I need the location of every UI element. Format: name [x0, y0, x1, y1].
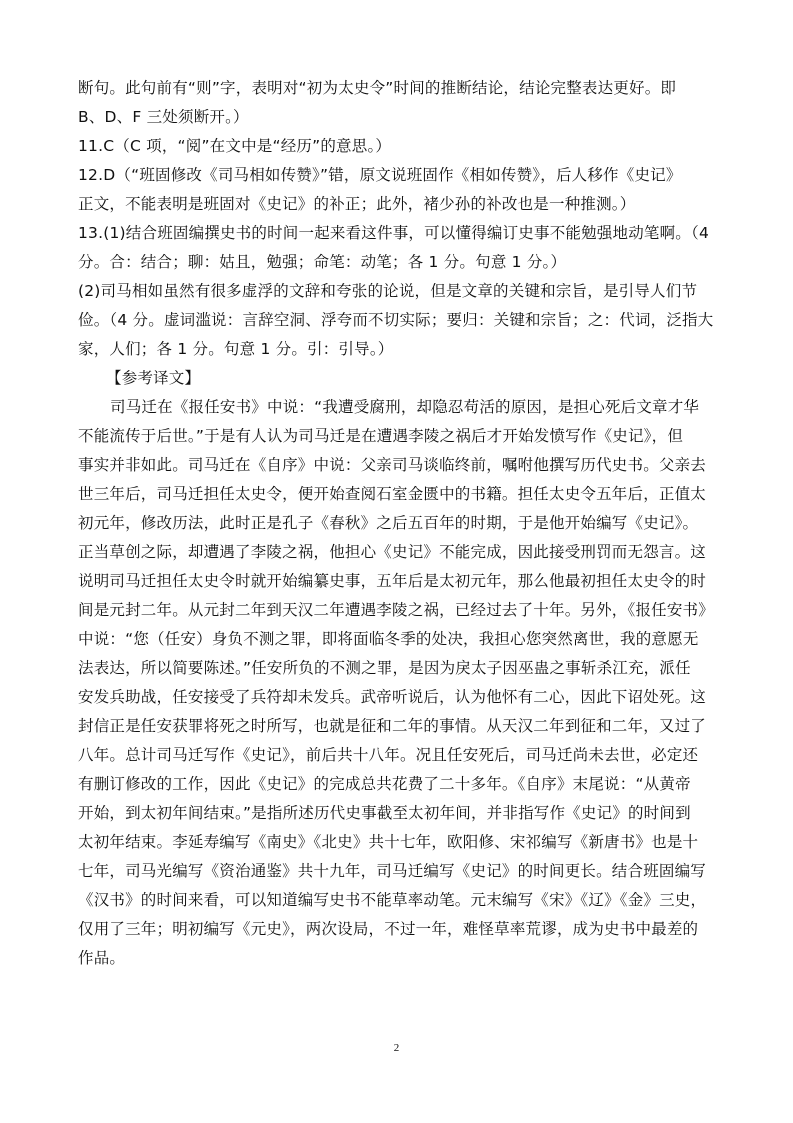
translation-line: 司马迁在《报任安书》中说：“我遭受腐刑，却隐忍苟活的原因，是担心死后文章才华 [110, 398, 700, 416]
answer-line: 13.(1)结合班固编撰史书的时间一起来看这件事，可以懂得编订史事不能勉强地动笔啊。（4 [78, 224, 710, 242]
answer-line: 12.D（“班固修改《司马相如传赞》”错，原文说班固作《相如传赞》，后人移作《史记》 [78, 166, 682, 184]
translation-line: 间是元封二年。从元封二年到天汉二年遭遇李陵之祸，已经过去了十年。另外，《报任安书》 [78, 601, 714, 619]
translation-section [78, 393, 718, 973]
answer-line: 正文，不能表明是班固对《史记》的补正；此外，褚少孙的补改也是一种推测。） [78, 195, 636, 213]
translation-line: 中说：“您（任安）身负不测之罪，即将面临冬季的处决，我担心您突然离世，我的意愿无 [78, 630, 699, 648]
translation-line: 八年。总计司马迁写作《史记》，前后共十八年。况且任安死后，司马迁尚未去世，必定还 [78, 746, 699, 764]
answer-line: 断句。此句前有“则”字，表明对“初为太史令”时间的推断结论，结论完整表达更好。即 [78, 79, 677, 97]
translation-line: 有删订修改的工作，因此《史记》的完成总共花费了二十多年。《自序》末尾说：“从黄帝 [78, 775, 691, 793]
translation-line: 法表达，所以简要陈述。”任安所负的不测之罪，是因为戾太子因巫蛊之事斩杀江充，派任 [78, 659, 691, 677]
translation-line: 七年，司马光编写《资治通鉴》共十九年，司马迁编写《史记》的时间更长。结合班固编写 [78, 862, 707, 880]
translation-line: 作品。 [78, 949, 126, 967]
answer-line: 分。合：结合；聊：姑且，勉强；命笔：动笔；各 1 分。句意 1 分。） [78, 253, 567, 271]
translation-line: 仅用了三年；明初编写《元史》，两次设局，不过一年，难怪草率荒谬，成为史书中最差的 [78, 920, 699, 938]
answer-line: (2)司马相如虽然有很多虚浮的文辞和夸张的论说，但是文章的关键和宗旨，是引导人们节 [78, 282, 698, 300]
translation-line: 不能流传于后世。”于是有人认为司马迁是在遭遇李陵之祸后才开始发愤写作《史记》，但 [78, 427, 684, 445]
translation-line: 初元年，修改历法，此时正是孔子《春秋》之后五百年的时期，于是他开始编写《史记》。 [78, 514, 699, 532]
answer-line: B、D、F 三处须断开。） [78, 108, 249, 126]
translation-line: 《汉书》的时间来看，可以知道编写史书不能草率动笔。元末编写《宋》《辽》《金》三史， [78, 891, 707, 909]
answer-line: 俭。（4 分。虚词滥说：言辞空洞、浮夸而不切实际；要归：关键和宗旨；之：代词，泛指大 [78, 311, 714, 329]
translation-title: 【参考译文】 [106, 369, 201, 387]
translation-line: 太初年结束。李延寿编写《南史》《北史》共十七年，欧阳修、宋祁编写《新唐书》也是十 [78, 833, 699, 851]
page-number: 2 [393, 1042, 400, 1054]
translation-line: 封信正是任安获罪将死之时所写，也就是征和二年的事情。从天汉二年到征和二年，又过了 [78, 717, 707, 735]
translation-line: 开始，到太初年间结束。”是指所述历代史事截至太初年间，并非指写作《史记》的时间到 [78, 804, 691, 822]
translation-line: 世三年后，司马迁担任太史令，便开始查阅石室金匮中的书籍。担任太史令五年后，正值太 [78, 485, 707, 503]
answer-line: 11.C（C 项，“阅”在文中是“经历”的意思。） [78, 137, 392, 155]
answer-section [78, 74, 718, 393]
translation-line: 安发兵助战，任安接受了兵符却未发兵。武帝听说后，认为他怀有二心，因此下诏处死。这 [78, 688, 707, 706]
answer-line: 家，人们；各 1 分。句意 1 分。引：引导。） [78, 340, 394, 358]
translation-line: 事实并非如此。司马迁在《自序》中说：父亲司马谈临终前，嘱咐他撰写历代史书。父亲去 [78, 456, 707, 474]
translation-line: 说明司马迁担任太史令时就开始编纂史事，五年后是太初元年，那么他最初担任太史令的时 [78, 572, 707, 590]
translation-line: 正当草创之际，却遭遇了李陵之祸，他担心《史记》不能完成，因此接受刑罚而无怨言。这 [78, 543, 707, 561]
